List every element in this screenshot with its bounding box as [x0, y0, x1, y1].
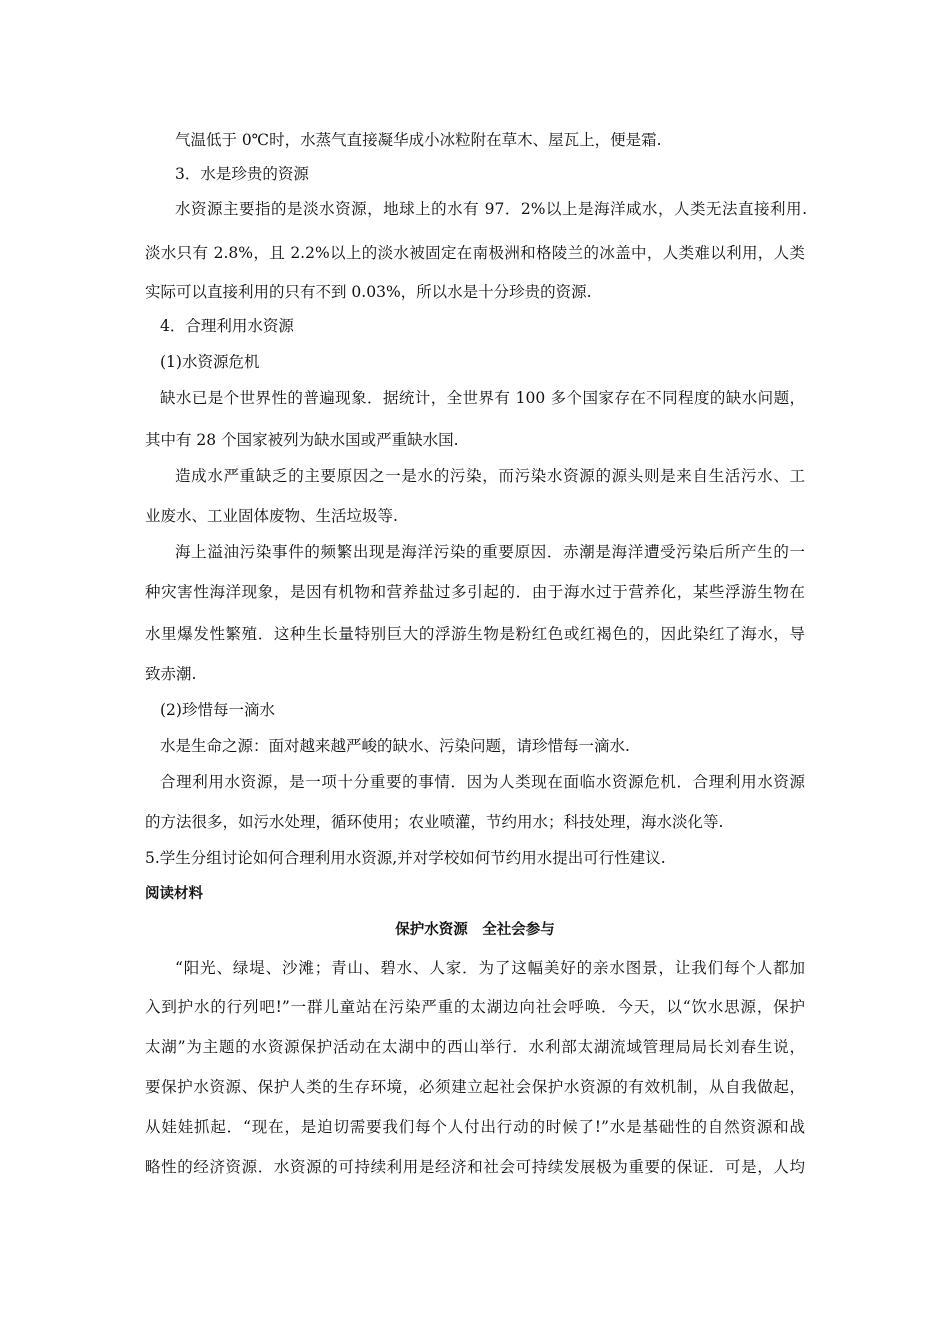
- paragraph-line: 5.学生分组讨论如何合理利用水资源,并对学校如何节约用水提出可行性建议.: [145, 849, 666, 867]
- paragraph-line: 太湖”为主题的水资源保护活动在太湖中的西山举行．水利部太湖流域管理局局长刘春生说，: [145, 1038, 805, 1056]
- paragraph-line: 实际可以直接利用的只有不到 0.03%，所以水是十分珍贵的资源.: [145, 283, 592, 301]
- paragraph-line: 水里爆发性繁殖．这种生长量特别巨大的浮游生物是粉红色或红褐色的，因此染红了海水，导: [145, 625, 805, 643]
- subsection-heading: (1)水资源危机: [160, 353, 260, 371]
- paragraph-line: 海上溢油污染事件的频繁出现是海洋污染的重要原因．赤潮是海洋遭受污染后所产生的一: [175, 543, 805, 561]
- section-heading: 3．水是珍贵的资源: [175, 165, 309, 183]
- paragraph-line: 致赤潮.: [145, 665, 197, 683]
- section-heading-reading: 阅读材料: [145, 886, 203, 902]
- paragraph-line: 合理利用水资源，是一项十分重要的事情．因为人类现在面临水资源危机．合理利用水资源: [160, 773, 805, 791]
- article-title: 保护水资源 全社会参与: [395, 922, 555, 938]
- section-heading: 4．合理利用水资源: [160, 317, 294, 335]
- paragraph-line: 其中有 28 个国家被列为缺水国或严重缺水国.: [145, 431, 459, 449]
- subsection-heading: (2)珍惜每一滴水: [160, 701, 275, 719]
- paragraph-line: 水资源主要指的是淡水资源，地球上的水有 97．2%以上是海洋咸水，人类无法直接利用.: [175, 200, 807, 218]
- paragraph-line: 要保护水资源、保护人类的生存环境，必须建立起社会保护水资源的有效机制，从自我做起，: [145, 1078, 805, 1096]
- paragraph-line: 气温低于 0℃时，水蒸气直接凝华成小冰粒附在草木、屋瓦上，便是霜.: [175, 131, 662, 149]
- paragraph-line: 略性的经济资源．水资源的可持续利用是经济和社会可持续发展极为重要的保证．可是，人均: [145, 1158, 805, 1176]
- paragraph-line: 从娃娃抓起．“现在，是迫切需要我们每个人付出行动的时候了!”水是基础性的自然资源和战: [145, 1118, 805, 1136]
- paragraph-line: 种灾害性海洋现象，是因有机物和营养盐过多引起的．由于海水过于营养化，某些浮游生物在: [145, 583, 805, 601]
- paragraph-line: 淡水只有 2.8%，且 2.2%以上的淡水被固定在南极洲和格陵兰的冰盖中，人类难以利用，人类: [145, 244, 805, 262]
- paragraph-line: 的方法很多，如污水处理，循环使用；农业喷灌，节约用水；科技处理，海水淡化等.: [145, 813, 724, 831]
- paragraph-line: 造成水严重缺乏的主要原因之一是水的污染，而污染水资源的源头则是来自生活污水、工: [175, 467, 805, 485]
- paragraph-line: “阳光、绿堤、沙滩；青山、碧水、人家．为了这幅美好的亲水图景，让我们每个人都加: [175, 959, 805, 977]
- paragraph-line: 水是生命之源：面对越来越严峻的缺水、污染问题，请珍惜每一滴水.: [160, 737, 630, 755]
- paragraph-line: 缺水已是个世界性的普遍现象．据统计，全世界有 100 多个国家存在不同程度的缺水问题，: [160, 389, 805, 407]
- paragraph-line: 业废水、工业固体废物、生活垃圾等.: [145, 507, 398, 525]
- paragraph-line: 入到护水的行列吧!”一群儿童站在污染严重的太湖边向社会呼唤．今天，以“饮水思源，保护: [145, 998, 805, 1016]
